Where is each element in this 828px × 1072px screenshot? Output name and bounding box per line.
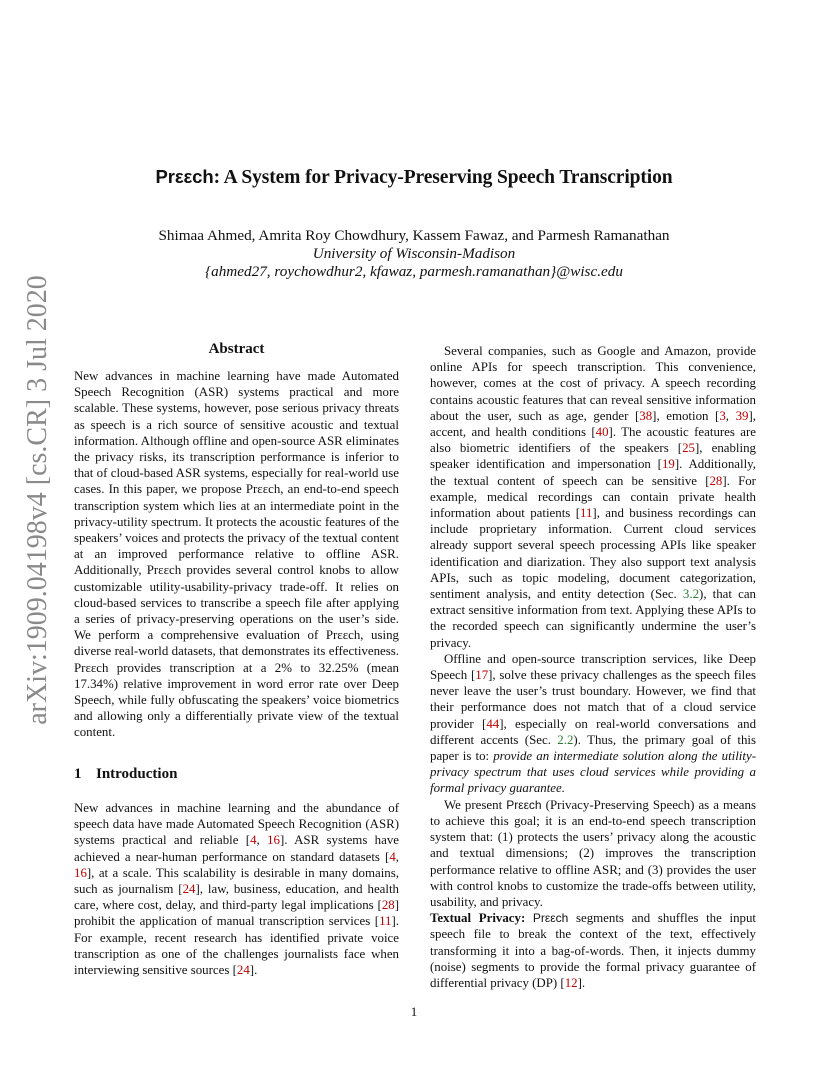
page-number: 1 (410, 1004, 418, 1019)
citation-link[interactable]: 4 (389, 849, 396, 864)
citation-link[interactable]: 44 (486, 716, 500, 731)
citation-link[interactable]: 16 (74, 865, 87, 880)
system-name: Prεεch (155, 166, 214, 187)
citation-link[interactable]: 11 (579, 506, 593, 521)
author-emails: {ahmed27, roychowdhur2, kfawaz, parmesh.ramanathan}@wisc.edu (205, 263, 623, 280)
intro-paragraph-1: New advances in machine learning and the abundance of speech data have made Automated Speech Recognition (ASR) systems practical and reliable [4, 16]. ASR systems have achieved a near-human performance on standard datasets [4, 16], at a scale. This scalability is desirable in many domains, such as journalism [24], law, business, education, and health care, where cost, delay, and third-party legal implications [28] prohibit the application of manual transcription services [11]. For example, recent research has identified private voice transcription as one of the challenges journalists face when interviewing sensitive sources [24]. (74, 801, 399, 978)
citation-link[interactable]: 39 (735, 408, 749, 423)
section-heading-introduction (74, 766, 177, 783)
goal-statement: provide an intermediate solution along the utility-privacy spectrum that uses cloud services while providing a formal privacy guarantee. (430, 749, 756, 796)
system-name-inline: Prεεch (506, 797, 542, 812)
citation-link[interactable]: 24 (182, 882, 196, 897)
right-paragraph-1: Several companies, such as Google and Amazon, provide online APIs for speech transcription. This convenience, however, comes at the cost of privacy. A speech recording contains acoustic features that can reveal sensitive information about the user, such as age, gender [38], emotion [3, 39], accent, and health conditions [40]. The acoustic features are also biometric identifiers of the speakers [25], enabling speaker identification and impersonation [19]. Additionally, the textual content of speech can be sensitive [28]. For example, medical recordings can contain private health information about patients [11], and business recordings can include proprietary information. Current cloud services already support several speech processing APIs like speaker identification and diarization. They also support text analysis APIs, such as topic modeling, document categorization, sentiment analysis, and entity detection (Sec. 3.2), that can extract sensitive information from text. Applying these APIs to the recorded speech can significantly undermine the user’s privacy. (430, 344, 757, 650)
affiliation: University of Wisconsin-Madison (312, 245, 516, 262)
section-title: Introduction (96, 766, 178, 782)
title-text: : A System for Privacy-Preserving Speech Transcription (213, 167, 673, 188)
citation-link[interactable]: 40 (595, 425, 609, 440)
section-number: 1 (74, 766, 82, 782)
abstract-paragraph: New advances in machine learning have made Automated Speech Recognition (ASR) systems practical and more scalable. These systems, however, pose serious privacy threats as speech is a rich source of sensitive acoustic and textual information. Although offline and open-source ASR eliminates the privacy risks, its transcription performance is inferior to that of cloud-based ASR systems, especially for real-world use cases. In this paper, we propose Prεεch, an end-to-end speech transcription system which lies at an intermediate point in the privacy-utility spectrum. It protects the acoustic features of the speakers’ voices and protects the privacy of the textual content at an improved performance relative to offline ASR. Additionally, Prεεch provides several control knobs to allow customizable utility-usability-privacy trade-off. It relies on cloud-based services to transcribe a speech file after applying a series of privacy-preserving operations on the user’s side. We perform a comprehensive evaluation of Prεεch, using diverse real-world datasets, that demonstrates its effectiveness. Prεεch provides transcription at a 2% to 32.25% (mean 17.34%) relative improvement in word error rate over Deep Speech, while fully obfuscating the speakers’ voice biometrics and allowing only a differentially private view of the textual content. (74, 369, 399, 740)
citation-link[interactable]: 24 (236, 963, 250, 978)
author-list: Shimaa Ahmed, Amrita Roy Chowdhury, Kassem Fawaz, and Parmesh Ramanathan (158, 227, 670, 244)
citation-link[interactable]: 16 (267, 833, 280, 848)
citation-link[interactable]: 28 (709, 473, 723, 488)
citation-link[interactable]: 19 (661, 457, 675, 472)
paragraph-heading: Textual Privacy: (430, 911, 526, 926)
section-link[interactable]: 2.2 (557, 732, 574, 747)
abstract-body (74, 368, 399, 741)
arxiv-identifier: arXiv:1909.04198v4 [cs.CR] 3 Jul 2020 (22, 275, 53, 725)
paper-title (0, 166, 828, 189)
right-paragraph-4: Textual Privacy: Prεεch segments and shuffles the input speech file to break the context of the text, effectively transforming it into a bag-of-words. Then, it injects dummy (noise) segments to provide the formal privacy guarantee of differential privacy (DP) [12]. (430, 911, 756, 990)
citation-link[interactable]: 3 (719, 408, 726, 423)
citation-link[interactable]: 25 (682, 441, 695, 456)
abstract-heading: Abstract (208, 341, 265, 357)
citation-link[interactable]: 17 (475, 668, 489, 683)
citation-link[interactable]: 11 (379, 914, 392, 929)
citation-link[interactable]: 4 (250, 833, 257, 848)
section-link[interactable]: 3.2 (682, 587, 700, 602)
citation-link[interactable]: 12 (564, 975, 578, 990)
right-paragraph-3: We present Prεεch (Privacy-Preserving Speech) as a means to achieve this goal; it is an end-to-end speech transcription system that: (1) protects the users’ privacy along the acoustic and textual dimensions; (2) improves the transcription performance relative to offline ASR; and (3) provides the user with control knobs to customize the trade-offs between utility, usability, and privacy. (430, 797, 756, 909)
citation-link[interactable]: 28 (381, 898, 395, 913)
system-name-inline: Prεεch (532, 911, 569, 926)
right-column-body (430, 343, 756, 991)
arxiv-sidebar-stamp (20, 275, 56, 725)
right-paragraph-2: Offline and open-source transcription services, like Deep Speech [17], solve these privacy challenges as the speech files never leave the user’s trust boundary. However, we find that their performance does not match that of a cloud service provider [44], especially on real-world conversations and different accents (Sec. 2.2). Thus, the primary goal of this paper is to: provide an intermediate solution along the utility-privacy spectrum that uses cloud services while providing a formal privacy guarantee. (430, 651, 757, 796)
citation-link[interactable]: 38 (639, 408, 653, 423)
introduction-body (74, 800, 399, 978)
